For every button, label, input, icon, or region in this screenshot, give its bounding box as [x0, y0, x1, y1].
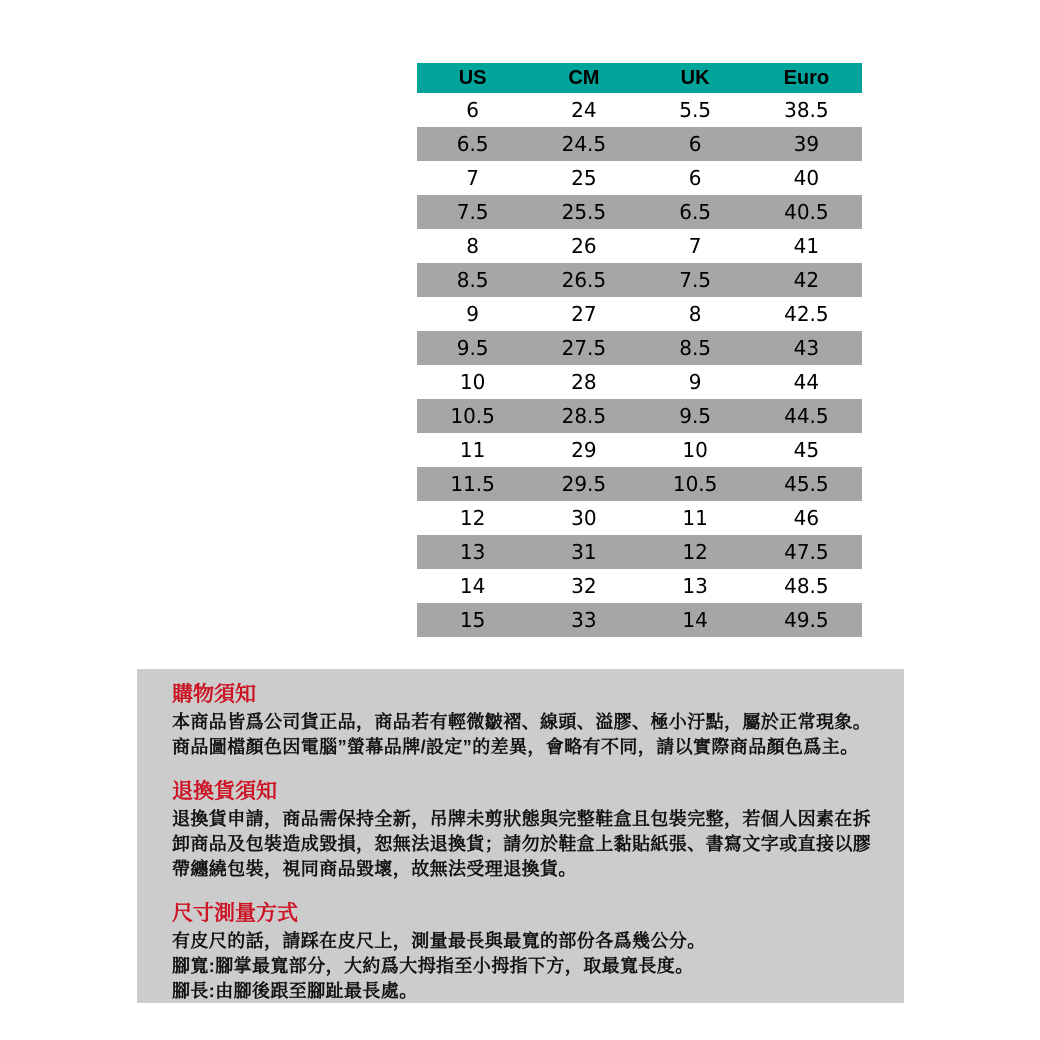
size-row — [417, 433, 862, 467]
size-cell: 8.5 — [640, 331, 751, 365]
size-row — [417, 161, 862, 195]
notice-text-line: 本商品皆爲公司貨正品，商品若有輕微皺褶、線頭、溢膠、極小汙點，屬於正常現象。 — [172, 712, 872, 732]
notice-section-measurement — [172, 901, 879, 1004]
size-cell: 8 — [417, 229, 528, 263]
size-cell: 30 — [528, 501, 639, 535]
size-cell: 44.5 — [751, 399, 862, 433]
size-cell: 44 — [751, 365, 862, 399]
size-cell: 45.5 — [751, 467, 862, 501]
size-row — [417, 93, 862, 127]
size-cell: 11 — [640, 501, 751, 535]
return-notice-title: 退換貨須知 — [172, 780, 277, 803]
size-cell: 29.5 — [528, 467, 639, 501]
size-cell: 8 — [640, 297, 751, 331]
measurement-notice-title: 尺寸測量方式 — [172, 902, 298, 925]
size-cell: 11 — [417, 433, 528, 467]
notice-text-line: 退換貨申請，商品需保持全新，吊牌未剪狀態與完整鞋盒且包裝完整，若個人因素在拆 — [172, 809, 872, 829]
size-cell: 32 — [528, 569, 639, 603]
notice-text-line: 商品圖檔顏色因電腦”螢幕品牌/設定”的差異，會略有不同，請以實際商品顏色爲主。 — [172, 737, 859, 757]
size-cell: 13 — [417, 535, 528, 569]
size-row — [417, 467, 862, 501]
size-cell: 26.5 — [528, 263, 639, 297]
notice-panel — [137, 669, 904, 1003]
size-cell: 28.5 — [528, 399, 639, 433]
size-cell: 42.5 — [751, 297, 862, 331]
size-row — [417, 195, 862, 229]
size-cell: 31 — [528, 535, 639, 569]
size-cell: 33 — [528, 603, 639, 637]
size-row — [417, 501, 862, 535]
size-cell: 6 — [640, 127, 751, 161]
size-cell: 15 — [417, 603, 528, 637]
size-cell: 13 — [640, 569, 751, 603]
size-cell: 10.5 — [640, 467, 751, 501]
size-cell: 43 — [751, 331, 862, 365]
size-cell: 26 — [528, 229, 639, 263]
size-cell: 41 — [751, 229, 862, 263]
size-cell: 6 — [640, 161, 751, 195]
size-cell: 9.5 — [417, 331, 528, 365]
size-cell: 12 — [417, 501, 528, 535]
size-cell: 28 — [528, 365, 639, 399]
shopping-notice-title: 購物須知 — [172, 683, 256, 706]
size-cell: 49.5 — [751, 603, 862, 637]
size-cell: 46 — [751, 501, 862, 535]
column-header-cm: CM — [528, 63, 639, 93]
size-cell: 7.5 — [417, 195, 528, 229]
size-conversion-table — [417, 63, 862, 637]
size-row — [417, 127, 862, 161]
size-cell: 7 — [417, 161, 528, 195]
notice-section-returns — [172, 779, 879, 882]
column-header-uk: UK — [640, 63, 751, 93]
notice-text-line: 帶纏繞包裝，視同商品毀壞，故無法受理退換貨。 — [172, 859, 577, 879]
size-row — [417, 535, 862, 569]
size-cell: 45 — [751, 433, 862, 467]
size-cell: 6.5 — [417, 127, 528, 161]
size-cell: 25.5 — [528, 195, 639, 229]
column-header-us: US — [417, 63, 528, 93]
size-cell: 24 — [528, 93, 639, 127]
size-cell: 5.5 — [640, 93, 751, 127]
size-table-body — [417, 93, 862, 637]
size-row — [417, 603, 862, 637]
size-cell: 8.5 — [417, 263, 528, 297]
size-cell: 9 — [417, 297, 528, 331]
size-cell: 47.5 — [751, 535, 862, 569]
size-cell: 6.5 — [640, 195, 751, 229]
size-cell: 42 — [751, 263, 862, 297]
size-cell: 40 — [751, 161, 862, 195]
size-cell: 9.5 — [640, 399, 751, 433]
size-cell: 7 — [640, 229, 751, 263]
size-row — [417, 399, 862, 433]
size-cell: 10.5 — [417, 399, 528, 433]
size-row — [417, 263, 862, 297]
size-cell: 14 — [417, 569, 528, 603]
size-cell: 48.5 — [751, 569, 862, 603]
size-cell: 10 — [640, 433, 751, 467]
size-row — [417, 331, 862, 365]
size-cell: 24.5 — [528, 127, 639, 161]
size-table-header-row — [417, 63, 862, 93]
notice-text-line: 卸商品及包裝造成毀損，恕無法退換貨；請勿於鞋盒上黏貼紙張、書寫文字或直接以膠 — [172, 834, 872, 854]
size-cell: 12 — [640, 535, 751, 569]
size-cell: 39 — [751, 127, 862, 161]
size-cell: 10 — [417, 365, 528, 399]
size-row — [417, 297, 862, 331]
size-row — [417, 569, 862, 603]
size-cell: 14 — [640, 603, 751, 637]
size-cell: 29 — [528, 433, 639, 467]
size-cell: 25 — [528, 161, 639, 195]
notice-text-line: 腳長:由腳後跟至腳趾最長處。 — [172, 981, 418, 1001]
size-cell: 38.5 — [751, 93, 862, 127]
notice-text-line: 有皮尺的話，請踩在皮尺上，測量最長與最寬的部份各爲幾公分。 — [172, 931, 706, 951]
size-cell: 6 — [417, 93, 528, 127]
size-row — [417, 365, 862, 399]
size-cell: 40.5 — [751, 195, 862, 229]
size-cell: 11.5 — [417, 467, 528, 501]
size-cell: 7.5 — [640, 263, 751, 297]
notice-text-line: 腳寬:腳掌最寬部分，大約爲大拇指至小拇指下方，取最寬長度。 — [172, 956, 694, 976]
size-cell: 9 — [640, 365, 751, 399]
size-row — [417, 229, 862, 263]
size-cell: 27 — [528, 297, 639, 331]
notice-section-shopping — [172, 682, 879, 760]
column-header-euro: Euro — [751, 63, 862, 93]
size-cell: 27.5 — [528, 331, 639, 365]
